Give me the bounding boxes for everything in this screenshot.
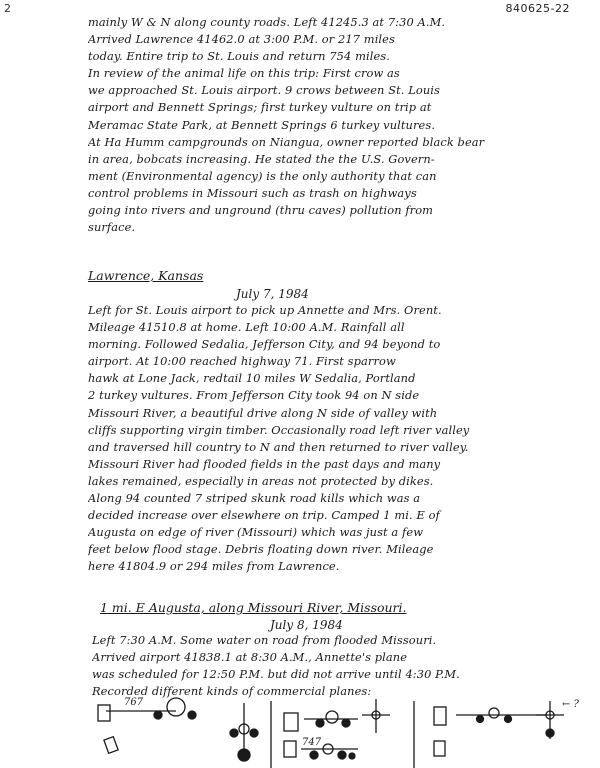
sketch-engine xyxy=(230,729,238,737)
text-line: hawk at Lone Jack, redtail 10 miles W Sedalia, Portland xyxy=(88,371,416,386)
section2-text xyxy=(88,302,588,576)
sketch-tail-shape xyxy=(434,741,445,756)
text-line: in area, bobcats increasing. He stated the the U.S. Govern- xyxy=(88,151,435,166)
sketch-engine xyxy=(310,751,318,759)
sketch-label-747: 747 xyxy=(302,737,322,748)
sketch-engine xyxy=(349,753,355,759)
sketch-engine xyxy=(250,729,258,737)
text-line: Arrived airport 41838.1 at 8:30 A.M., Annette's plane xyxy=(92,650,408,665)
text-line: decided increase over elsewhere on trip. Camped 1 mi. E of xyxy=(88,508,440,523)
text-line: control problems in Missouri such as trash on highways xyxy=(88,185,417,200)
sketch-engine xyxy=(188,711,196,719)
text-line: At Ha Humm campgrounds on Niangua, owner reported black bear xyxy=(88,134,485,149)
text-line: Along 94 counted 7 striped skunk road kills which was a xyxy=(88,491,421,506)
text-line: ment (Environmental agency) is the only authority that can xyxy=(88,168,437,183)
sketch-tail-shape xyxy=(98,705,110,721)
sketch-engine xyxy=(546,729,554,737)
sketch-tail-shape xyxy=(284,741,296,757)
text-line: Left 7:30 A.M. Some water on road from flooded Missouri. xyxy=(92,633,437,647)
text-line: Missouri River had flooded fields in the past days and many xyxy=(88,456,441,471)
text-line: mainly W & N along county roads. Left 41245.3 at 7:30 A.M. xyxy=(88,15,446,29)
text-line: surface. xyxy=(88,220,136,235)
corner-mark: 2 xyxy=(4,2,11,15)
text-line: 2 turkey vultures. From Jefferson City took 94 on N side xyxy=(88,388,420,403)
text-line: airport and Bennett Springs; first turkey vulture on trip at xyxy=(88,100,432,115)
sketch-engine xyxy=(338,751,346,759)
plane-sketches xyxy=(96,693,596,768)
sketch-engine xyxy=(238,749,250,761)
sketch-fuselage-circle xyxy=(326,711,338,723)
text-line: here 41804.9 or 294 miles from Lawrence. xyxy=(88,559,340,574)
sketch-engine xyxy=(154,711,162,719)
text-line: Mileage 41510.8 at home. Left 10:00 A.M. Rainfall all xyxy=(88,320,405,335)
section1-text xyxy=(88,14,588,236)
text-line: today. Entire trip to St. Louis and return 754 miles. xyxy=(88,49,390,64)
text-line: Meramac State Park, at Bennett Springs 6 turkey vultures. xyxy=(88,117,436,132)
text-line: feet below flood stage. Debris floating down river. Mileage xyxy=(88,542,434,557)
text-line: Missouri River, a beautiful drive along N side of valley with xyxy=(88,405,438,420)
sketch-tail-shape xyxy=(104,737,118,754)
text-line: Recorded different kinds of commercial planes: xyxy=(92,684,372,699)
text-line: In review of the animal life on this trip: First crow as xyxy=(88,66,400,81)
sketch-label-question: ← ? xyxy=(562,699,579,710)
sketch-engine xyxy=(316,719,324,727)
text-line: morning. Followed Sedalia, Jefferson City, and 94 beyond to xyxy=(88,337,441,352)
section3-heading: 1 mi. E Augusta, along Missouri River, Missouri. xyxy=(100,600,407,615)
text-line: was scheduled for 12:50 P.M. but did not arrive until 4:30 P.M. xyxy=(92,667,460,682)
section3-text xyxy=(92,632,592,700)
sketch-label-767: 767 xyxy=(124,697,144,708)
sketch-tail-shape xyxy=(284,713,298,731)
sketch-engine xyxy=(342,719,350,727)
page-number: 840625-22 xyxy=(505,2,570,15)
sketch-engine xyxy=(477,716,484,723)
text-line: going into rivers and unground (thru caves) pollution from xyxy=(88,203,434,218)
sketch-engine xyxy=(505,716,512,723)
text-line: Left for St. Louis airport to pick up Annette and Mrs. Orent. xyxy=(88,303,442,317)
section3-date: July 8, 1984 xyxy=(270,618,343,632)
text-line: cliffs supporting virgin timber. Occasionally road left river valley xyxy=(88,422,470,437)
sketch-fuselage-circle xyxy=(167,698,185,716)
text-line: airport. At 10:00 reached highway 71. First sparrow xyxy=(88,354,396,369)
sketch-fuselage-circle xyxy=(489,708,499,718)
sketch-tail-shape xyxy=(434,707,446,725)
text-line: lakes remained, especially in areas not protected by dikes. xyxy=(88,473,434,488)
text-line: we approached St. Louis airport. 9 crows between St. Louis xyxy=(88,83,440,98)
section2-heading: Lawrence, Kansas xyxy=(88,268,204,283)
text-line: Augusta on edge of river (Missouri) which was just a few xyxy=(88,525,424,540)
text-line: Arrived Lawrence 41462.0 at 3:00 P.M. or 217 miles xyxy=(88,32,395,47)
text-line: and traversed hill country to N and then returned to river valley. xyxy=(88,439,469,454)
section2-date: July 7, 1984 xyxy=(236,287,309,301)
